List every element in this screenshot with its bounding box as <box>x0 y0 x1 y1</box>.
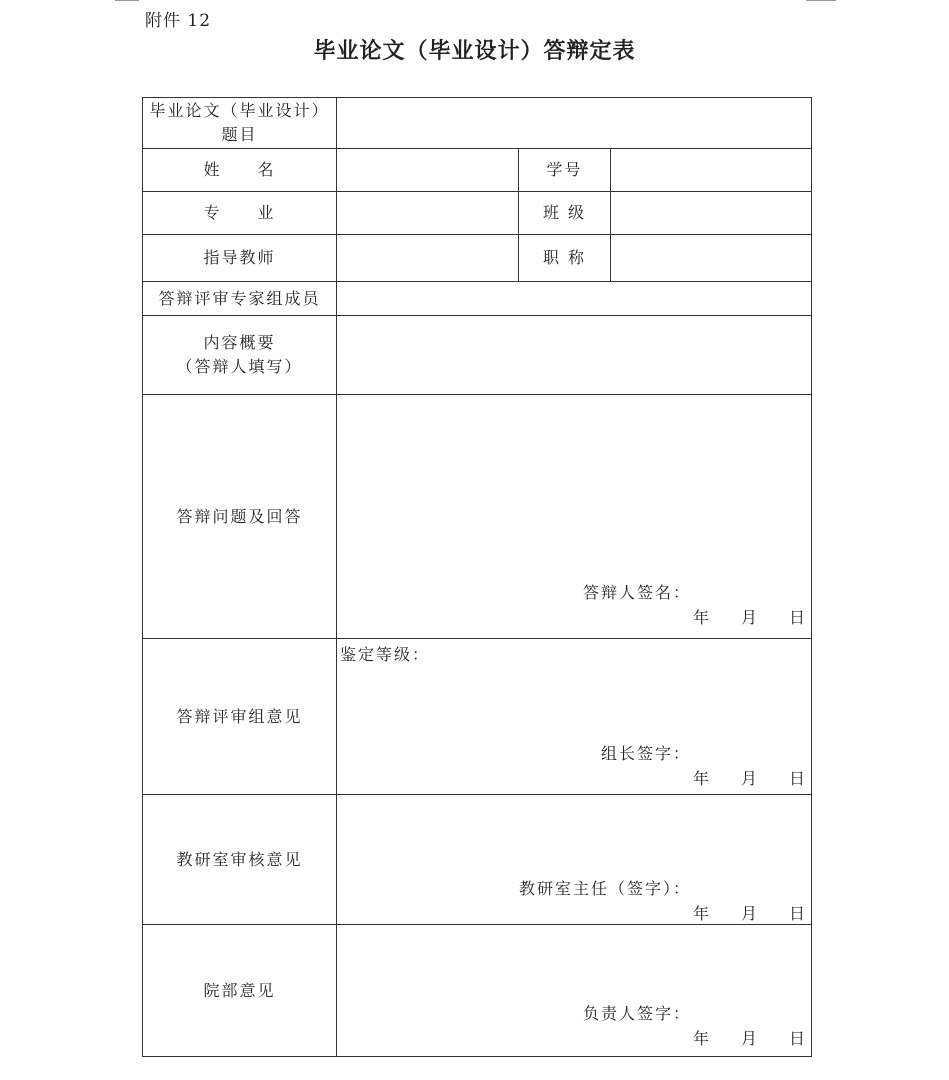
office-date <box>693 901 807 924</box>
office-date-month: 月 <box>740 904 759 923</box>
thesis-title-label-line1: 毕业论文（毕业设计） <box>149 101 330 120</box>
panel-date-month: 月 <box>740 769 759 788</box>
row-panel <box>143 639 812 795</box>
row-qa <box>143 395 812 639</box>
office-field[interactable] <box>337 795 812 925</box>
row-name <box>143 149 812 192</box>
document-title: 毕业论文（毕业设计）答辩定表 <box>313 38 636 64</box>
committee-label: 答辩评审专家组成员 <box>143 282 337 316</box>
thesis-title-label <box>143 98 337 149</box>
advisor-field[interactable] <box>337 235 519 282</box>
advisor-label: 指导教师 <box>143 235 337 282</box>
dept-date <box>693 1026 807 1049</box>
job-title-field[interactable] <box>611 235 812 282</box>
student-id-field[interactable] <box>611 149 812 192</box>
qa-date <box>693 605 807 628</box>
qa-signature-label: 答辩人签名： <box>583 583 692 602</box>
office-date-year: 年 <box>692 904 711 923</box>
panel-field[interactable] <box>337 639 812 795</box>
qa-date-year: 年 <box>692 608 711 627</box>
attachment-label: 附件 12 <box>145 11 212 31</box>
qa-date-day: 日 <box>789 608 808 627</box>
thesis-title-label-line2: 题目 <box>221 125 258 144</box>
name-label: 姓 名 <box>143 149 337 192</box>
qa-label: 答辩问题及回答 <box>143 395 337 639</box>
major-label: 专 业 <box>143 192 337 235</box>
qa-date-month: 月 <box>740 608 759 627</box>
class-field[interactable] <box>611 192 812 235</box>
panel-date-day: 日 <box>789 769 808 788</box>
row-thesis-title <box>143 98 812 149</box>
defense-form-table <box>142 97 812 1057</box>
qa-field[interactable] <box>337 395 812 639</box>
summary-field[interactable] <box>337 316 812 395</box>
name-field[interactable] <box>337 149 519 192</box>
panel-grade-label: 鉴定等级： <box>340 645 431 664</box>
class-label: 班 级 <box>519 192 611 235</box>
row-office <box>143 795 812 925</box>
panel-label: 答辩评审组意见 <box>143 639 337 795</box>
job-title-label: 职 称 <box>519 235 611 282</box>
student-id-label: 学号 <box>519 149 611 192</box>
summary-label <box>143 316 337 395</box>
panel-date-year: 年 <box>692 769 711 788</box>
dept-date-month: 月 <box>740 1029 759 1048</box>
row-department <box>143 925 812 1057</box>
summary-label-line2: （答辩人填写） <box>176 357 303 376</box>
dept-field[interactable] <box>337 925 812 1057</box>
summary-label-line1: 内容概要 <box>203 333 276 352</box>
office-label: 教研室审核意见 <box>143 795 337 925</box>
major-field[interactable] <box>337 192 519 235</box>
row-major <box>143 192 812 235</box>
panel-date <box>693 766 807 789</box>
row-committee <box>143 282 812 316</box>
office-date-day: 日 <box>789 904 808 923</box>
dept-signature-label: 负责人签字： <box>583 1004 692 1023</box>
dept-label: 院部意见 <box>143 925 337 1057</box>
dept-date-year: 年 <box>692 1029 711 1048</box>
office-signature-label: 教研室主任（签字）： <box>519 879 692 898</box>
thesis-title-field[interactable] <box>337 98 812 149</box>
committee-field[interactable] <box>337 282 812 316</box>
top-rule-left <box>115 0 139 1</box>
dept-date-day: 日 <box>789 1029 808 1048</box>
row-summary <box>143 316 812 395</box>
top-rule-right <box>806 0 836 1</box>
panel-signature-label: 组长签字： <box>601 744 692 763</box>
row-advisor <box>143 235 812 282</box>
